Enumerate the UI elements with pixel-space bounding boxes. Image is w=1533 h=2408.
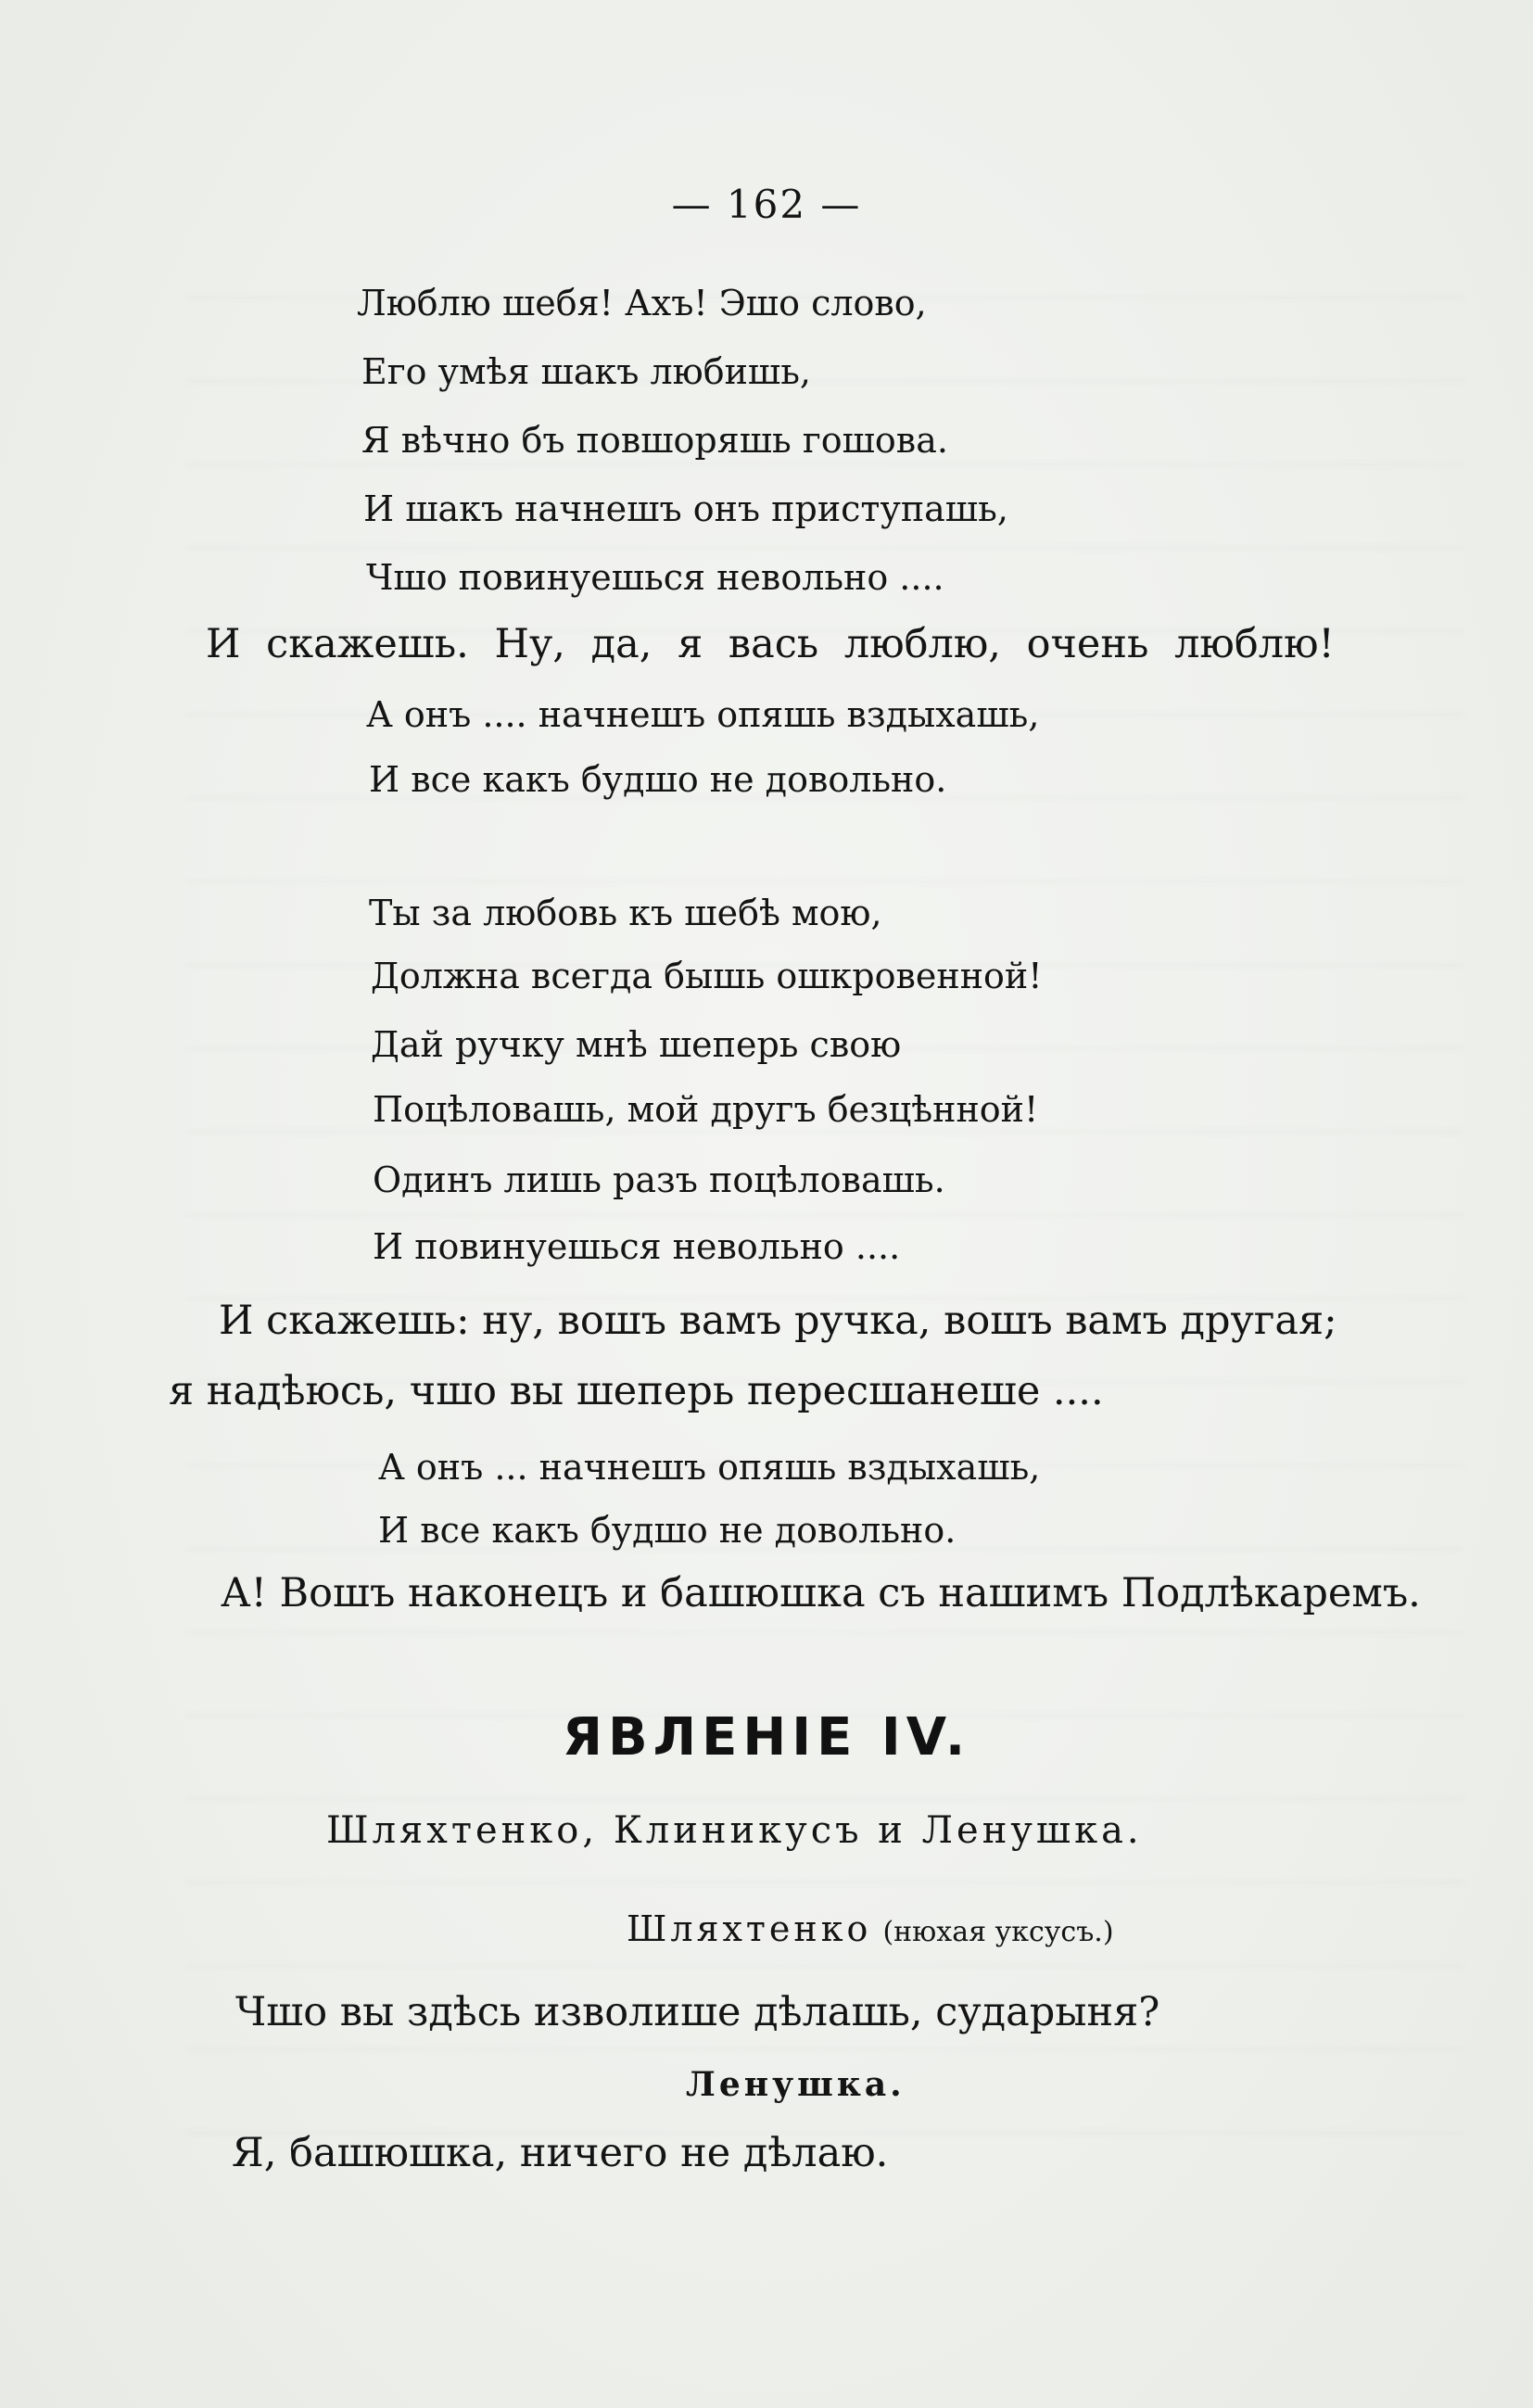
verse-line: И все какъ будшо не довольно.: [378, 1510, 957, 1551]
scene-title: ЯВЛЕНІЕ IV.: [562, 1707, 971, 1768]
refrain-line: И скажешь. Ну, да, я вась люблю, очень люблю!: [206, 621, 1335, 667]
verse-line: Поцѣловашь, мой другъ безцѣнной!: [373, 1089, 1039, 1130]
verse-line: Дай ручку мнѣ шеперь свою: [371, 1024, 902, 1065]
closing-line: А! Вошъ наконецъ и башюшка съ нашимъ Подлѣкаремъ.: [221, 1570, 1421, 1616]
verse-line: Его умѣя шакъ любишь,: [361, 351, 812, 392]
scene-characters: Шляхтенко, Клиникусъ и Ленушка.: [326, 1809, 1143, 1852]
dialogue-line: Я, башюшка, ничего не дѣлаю.: [232, 2130, 889, 2176]
verse-line: И все какъ будшо не довольно.: [369, 759, 947, 800]
speaker-name: [627, 1907, 1114, 1954]
verse-line: Одинъ лишь разъ поцѣловашь.: [373, 1160, 945, 1200]
verse-line: Должна всегда бышь ошкровенной!: [371, 956, 1043, 996]
verse-line: Я вѣчно бъ повшоряшь гошова.: [361, 420, 948, 461]
dialogue-line: Чшо вы здѣсь изволише дѣлашь, сударыня?: [235, 1989, 1160, 2035]
verse-line: Ты за любовь къ шебѣ мою,: [369, 893, 882, 933]
speaker-label: Шляхтенко: [627, 1908, 872, 1949]
speaker-name: Ленушка.: [686, 2065, 906, 2104]
refrain-line: я надѣюсь, чшо вы шеперь пересшанеше ....: [169, 1368, 1104, 1414]
verse-line: Люблю шебя! Ахъ! Эшо слово,: [357, 283, 927, 323]
stage-direction: (нюхая уксусъ.): [882, 1916, 1114, 1948]
refrain-line: И скажешь: ну, вошъ вамъ ручка, вошъ вамъ другая;: [219, 1298, 1337, 1344]
verse-line: И шакъ начнешъ онъ приступашь,: [363, 488, 1008, 529]
verse-line: И повинуешься невольно ....: [373, 1226, 901, 1267]
page-number: — 162 —: [671, 182, 862, 227]
verse-line: Чшо повинуешься невольно ....: [366, 557, 944, 598]
verse-line: А онъ ... начнешъ опяшь вздыхашь,: [378, 1447, 1041, 1488]
verse-line: А онъ .... начнешъ опяшь вздыхашь,: [366, 694, 1040, 735]
